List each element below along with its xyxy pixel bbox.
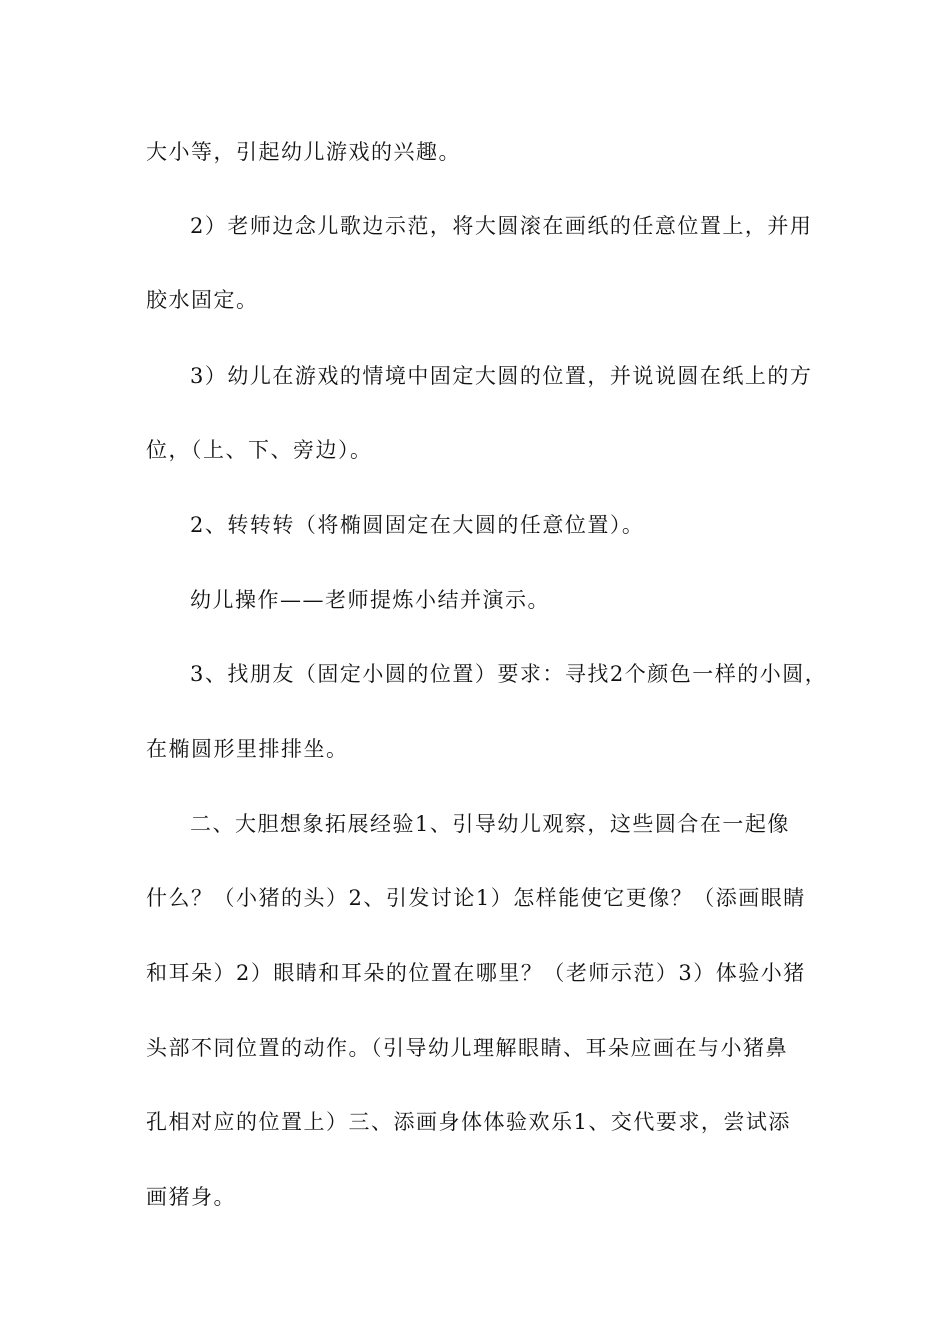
- text-line-12: 和耳朵）2）眼睛和耳朵的位置在哪里？（老师示范）3）体验小猪: [146, 961, 806, 985]
- text-line-5: 位，（上、下、旁边）。: [146, 438, 373, 462]
- text-line-9: 在椭圆形里排排坐。: [146, 737, 349, 761]
- text-line-13: 头部不同位置的动作。（引导幼儿理解眼睛、耳朵应画在与小猪鼻: [146, 1036, 788, 1060]
- text-line-7: 幼儿操作——老师提炼小结并演示。: [190, 588, 550, 612]
- text-line-2: 2）老师边念儿歌边示范，将大圆滚在画纸的任意位置上，并用: [190, 214, 813, 238]
- text-line-10: 二、大胆想象拓展经验1、引导幼儿观察，这些圆合在一起像: [190, 812, 790, 836]
- text-line-4: 3）幼儿在游戏的情境中固定大圆的位置，并说说圆在纸上的方: [190, 364, 813, 388]
- text-line-15: 画猪身。: [146, 1185, 236, 1209]
- text-line-6: 2、转转转（将椭圆固定在大圆的任意位置）。: [190, 513, 645, 537]
- text-line-3: 胶水固定。: [146, 288, 259, 312]
- text-line-1: 大小等，引起幼儿游戏的兴趣。: [146, 140, 461, 164]
- text-line-14: 孔相对应的位置上）三、添画身体体验欢乐1、交代要求，尝试添: [146, 1110, 791, 1134]
- text-line-11: 什么？（小猪的头）2、引发讨论1）怎样能使它更像？（添画眼睛: [146, 886, 806, 910]
- text-line-8: 3、找朋友（固定小圆的位置）要求：寻找2个颜色一样的小圆，: [190, 662, 828, 686]
